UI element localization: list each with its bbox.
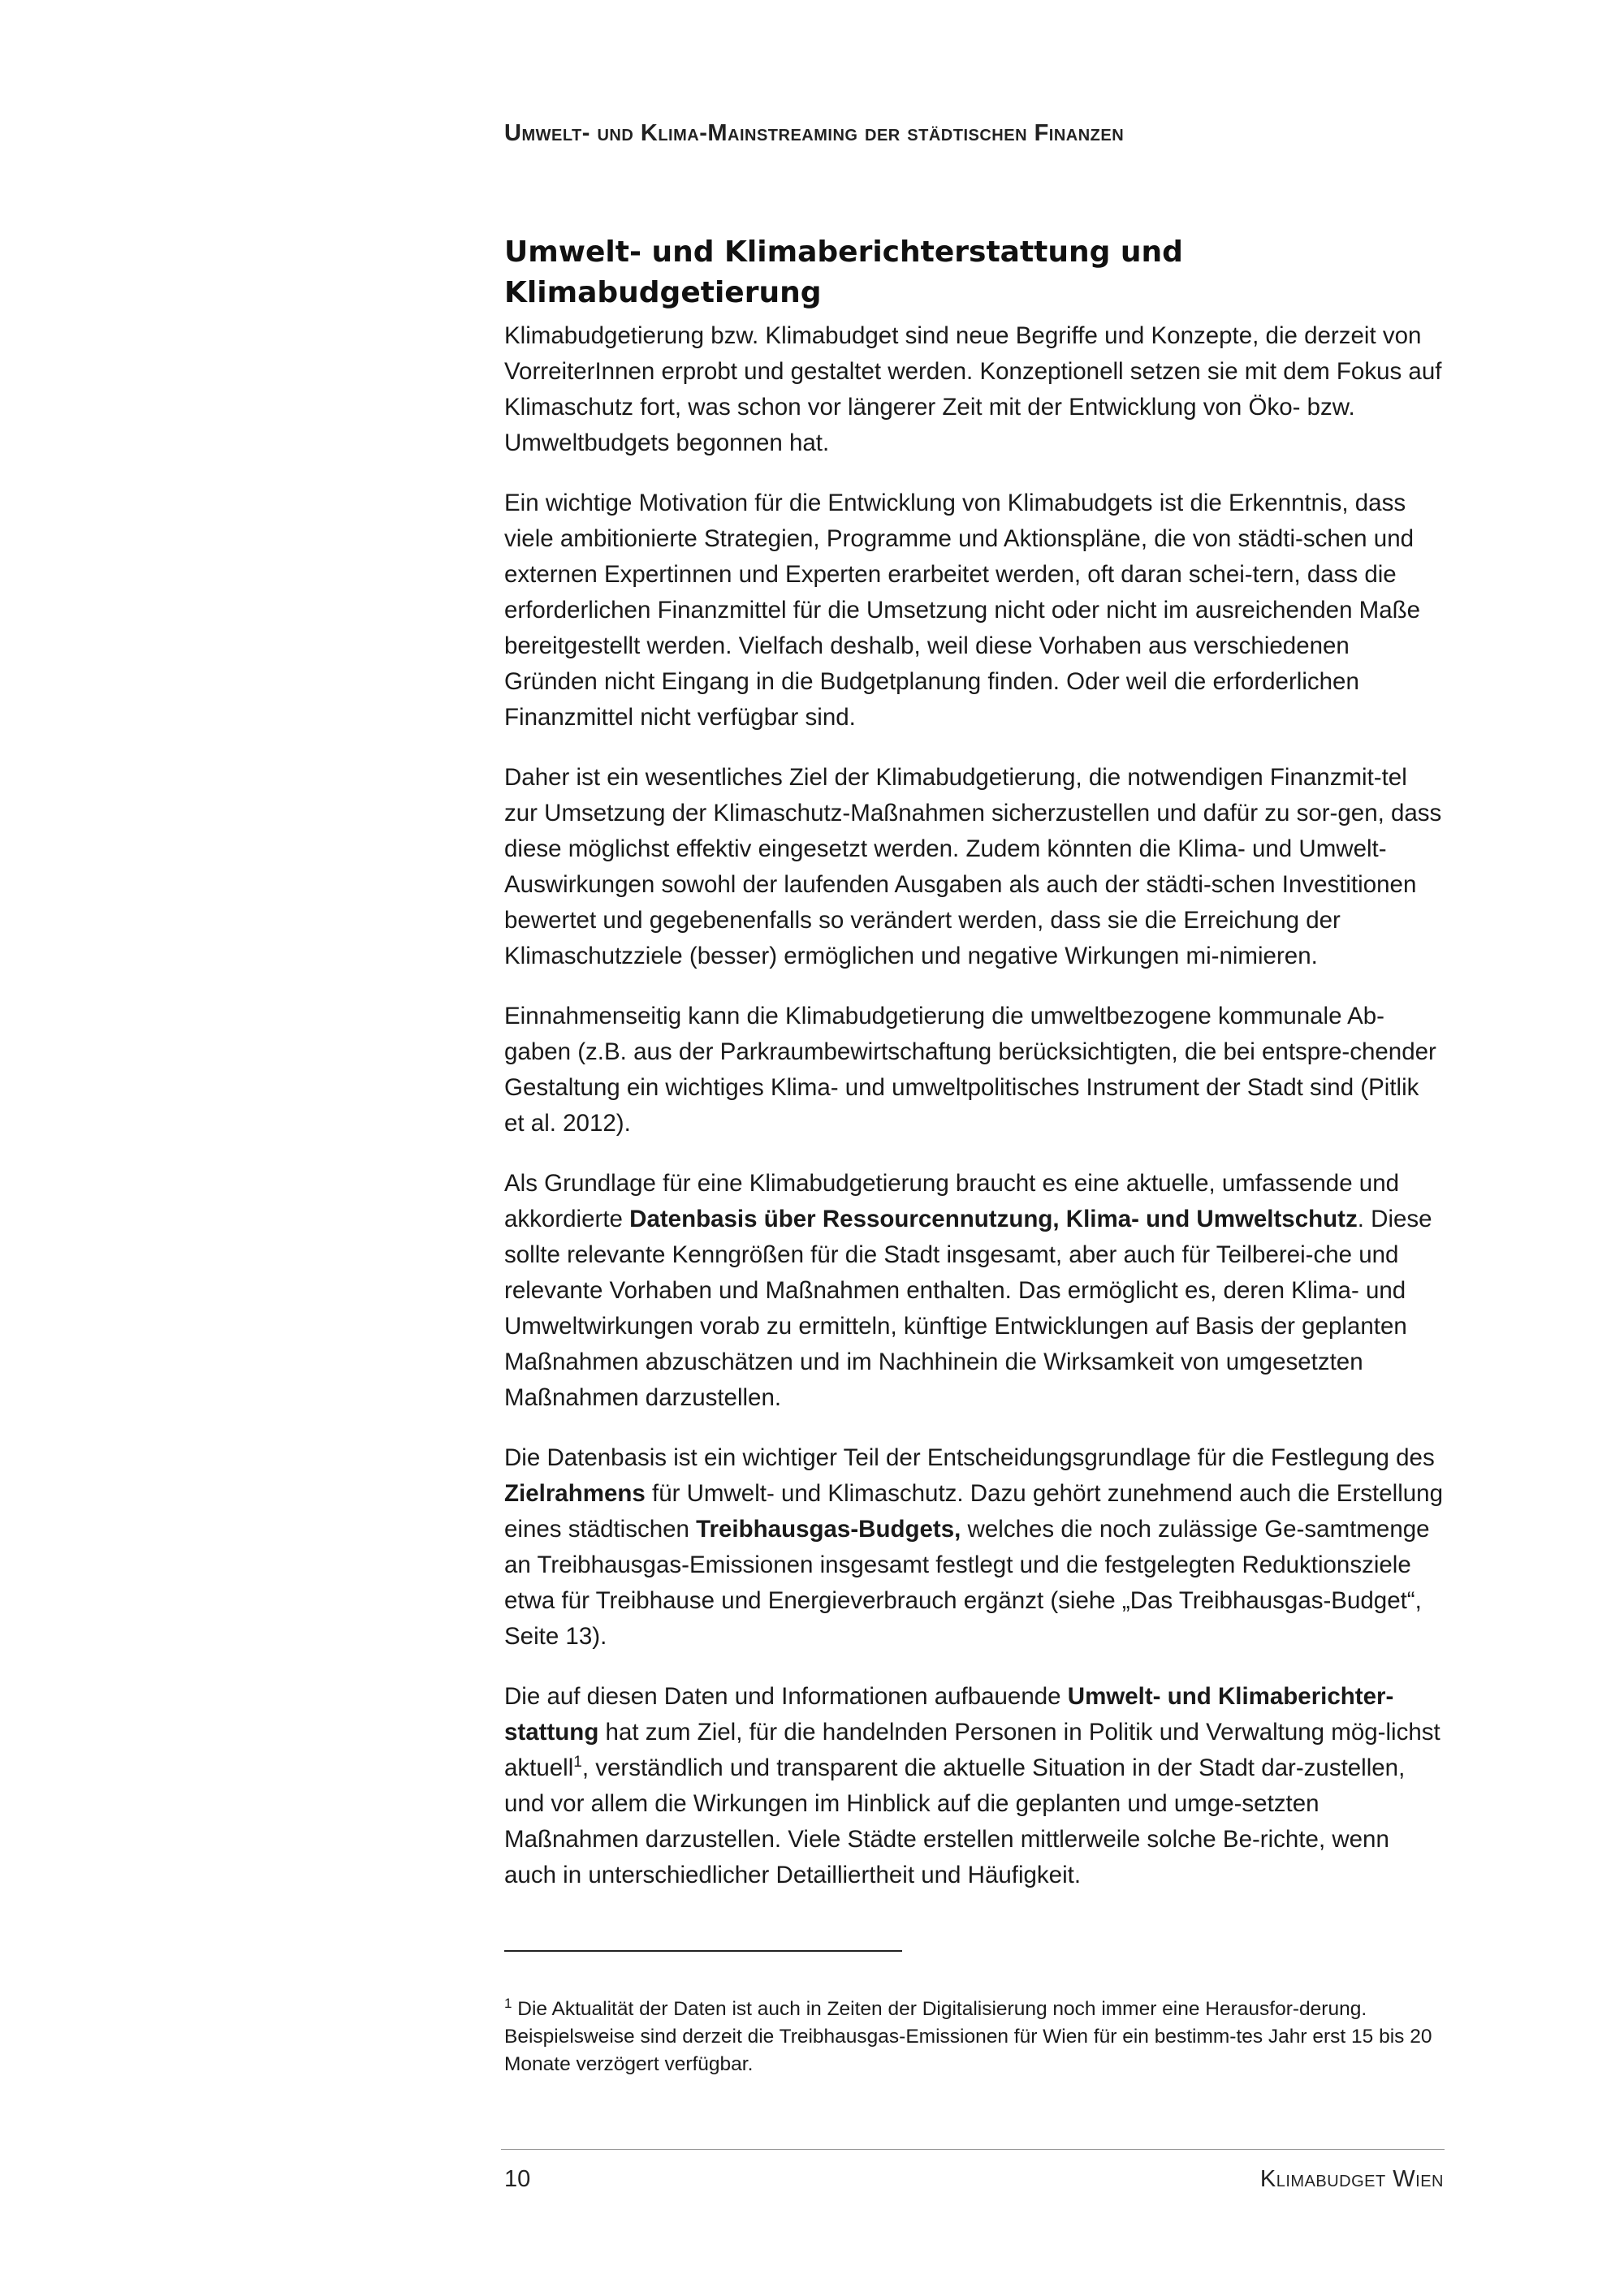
paragraph-7 [504,1679,1443,1893]
paragraph-5-emphasis: Datenbasis über Ressourcennutzung, Klima- und Umweltschutz [629,1206,1358,1232]
paragraph-1: Klimabudgetierung bzw. Klimabudget sind neue Begriffe und Konzepte, die derzeit von VorreiterInnen erprobt und gestaltet werden. Konzeptionell setzen sie mit dem Fokus auf Klimaschutz fort, was schon vor längerer Zeit mit der Entwicklung von Öko- bzw. Umweltbudgets begonnen hat. [504,322,1442,456]
footer-separator [501,2149,1445,2150]
footnote [504,1996,1443,2078]
paragraph-4: Einnahmenseitig kann die Klimabudgetierung die umweltbezogene kommunale Ab-gaben (z.B. aus der Parkraumbewirtschaftung berücksichtigten, die bei entspre-chender Gestaltung ein wichtiges Klima- und umweltpolitisches Instrument der Stadt sind (Pitlik et al. 2012). [504,1003,1436,1137]
footnote-text: Die Aktualität der Daten ist auch in Zeiten der Digitalisierung noch immer eine Herausfor-derung. Beispielsweise sind derzeit die Treibhausgas-Emissionen für Wien für ein bestimm-tes Jahr erst 15 bis 20 Monate verzögert verfügbar. [504,1998,1432,2075]
section-title: Umwelt- und Klimaberichterstattung und Klimabudgetierung [504,235,1183,309]
page-number: 10 [504,2166,531,2192]
footnote-marker: 1 [504,1995,512,2011]
paragraph-6 [504,1440,1443,1655]
paragraph-7-emphasis: Umwelt- und Klimaberichter-stattung [504,1683,1394,1746]
footnote-separator [504,1950,902,1952]
paragraph-6-text-c: welches die noch zulässige Ge-samtmenge an Treibhausgas-Emissionen insgesamt festlegt und die festgelegten Reduktionsziele etwa für Treibhause und Energieverbrauch ergänzt (siehe „Das Treibhausgas-Budget“, Seite 13). [504,1516,1430,1650]
paragraph-6-emphasis-1: Zielrahmens [504,1480,646,1507]
paragraph-6-text-b: für Umwelt- und Klimaschutz. Dazu gehört zunehmend auch die Erstellung eines städtischen [504,1480,1443,1543]
footnote-reference[interactable]: 1 [573,1754,582,1772]
paragraph-7-text-a: Die auf diesen Daten und Informationen aufbauende [504,1683,1068,1710]
paragraph-7-text-c: , verständlich und transparent die aktuelle Situation in der Stadt dar-zustellen, und vor allem die Wirkungen im Hinblick auf die geplanten und umge-setzten Maßnahmen darzustellen. Viele Städte erstellen mittlerweile solche Be-richte, wenn auch in unterschiedlicher Detailliertheit und Häufigkeit. [504,1754,1406,1888]
paragraph-7-text-b: hat zum Ziel, für die handelnden Personen in Politik und Verwaltung mög-lichst aktuell [504,1719,1440,1781]
paragraph-3: Daher ist ein wesentliches Ziel der Klimabudgetierung, die notwendigen Finanzmit-tel zur Umsetzung der Klimaschutz-Maßnahmen sicherzustellen und dafür zu sor-gen, dass diese möglichst effektiv eingesetzt werden. Zudem könnten die Klima- und Umwelt-Auswirkungen sowohl der laufenden Ausgaben als auch der städti-schen Investitionen bewertet und gegebenenfalls so verändert werden, dass sie die Erreichung der Klimaschutzziele (besser) ermöglichen und negative Wirkungen mi-nimieren. [504,764,1442,969]
paragraph-5-text-a: Als Grundlage für eine Klimabudgetierung braucht es eine aktuelle, umfassende und akkordierte [504,1170,1400,1232]
running-header: Umwelt- und Klima-Mainstreaming der städtischen Finanzen [504,120,1125,146]
paragraph-5 [504,1166,1443,1416]
paragraph-2: Ein wichtige Motivation für die Entwicklung von Klimabudgets ist die Erkenntnis, dass viele ambitionierte Strategien, Programme und Aktionspläne, die von städti-schen und externen Expertinnen und Experten erarbeitet werden, oft daran schei-tern, dass die erforderlichen Finanzmittel für die Umsetzung nicht oder nicht im ausreichenden Maße bereitgestellt werden. Vielfach deshalb, weil diese Vorhaben aus verschiedenen Gründen nicht Eingang in die Budgetplanung finden. Oder weil die erforderlichen Finanzmittel nicht verfügbar sind. [504,490,1421,731]
paragraph-6-emphasis-2: Treibhausgas-Budgets, [696,1516,961,1543]
footer-publication-title: Klimabudget Wien [1259,2166,1444,2192]
main-content [504,232,1443,1918]
paragraph-6-text-a: Die Datenbasis ist ein wichtiger Teil der Entscheidungsgrundlage für die Festlegung des [504,1444,1435,1471]
paragraph-5-text-b: . Diese sollte relevante Kenngrößen für die Stadt insgesamt, aber auch für Teilberei-che und relevante Vorhaben und Maßnahmen enthalten. Das ermöglicht es, deren Klima- und Umweltwirkungen vorab zu ermitteln, künftige Entwicklungen auf Basis der geplanten Maßnahmen abzuschätzen und im Nachhinein die Wirksamkeit von umgesetzten Maßnahmen darzustellen. [504,1206,1432,1411]
